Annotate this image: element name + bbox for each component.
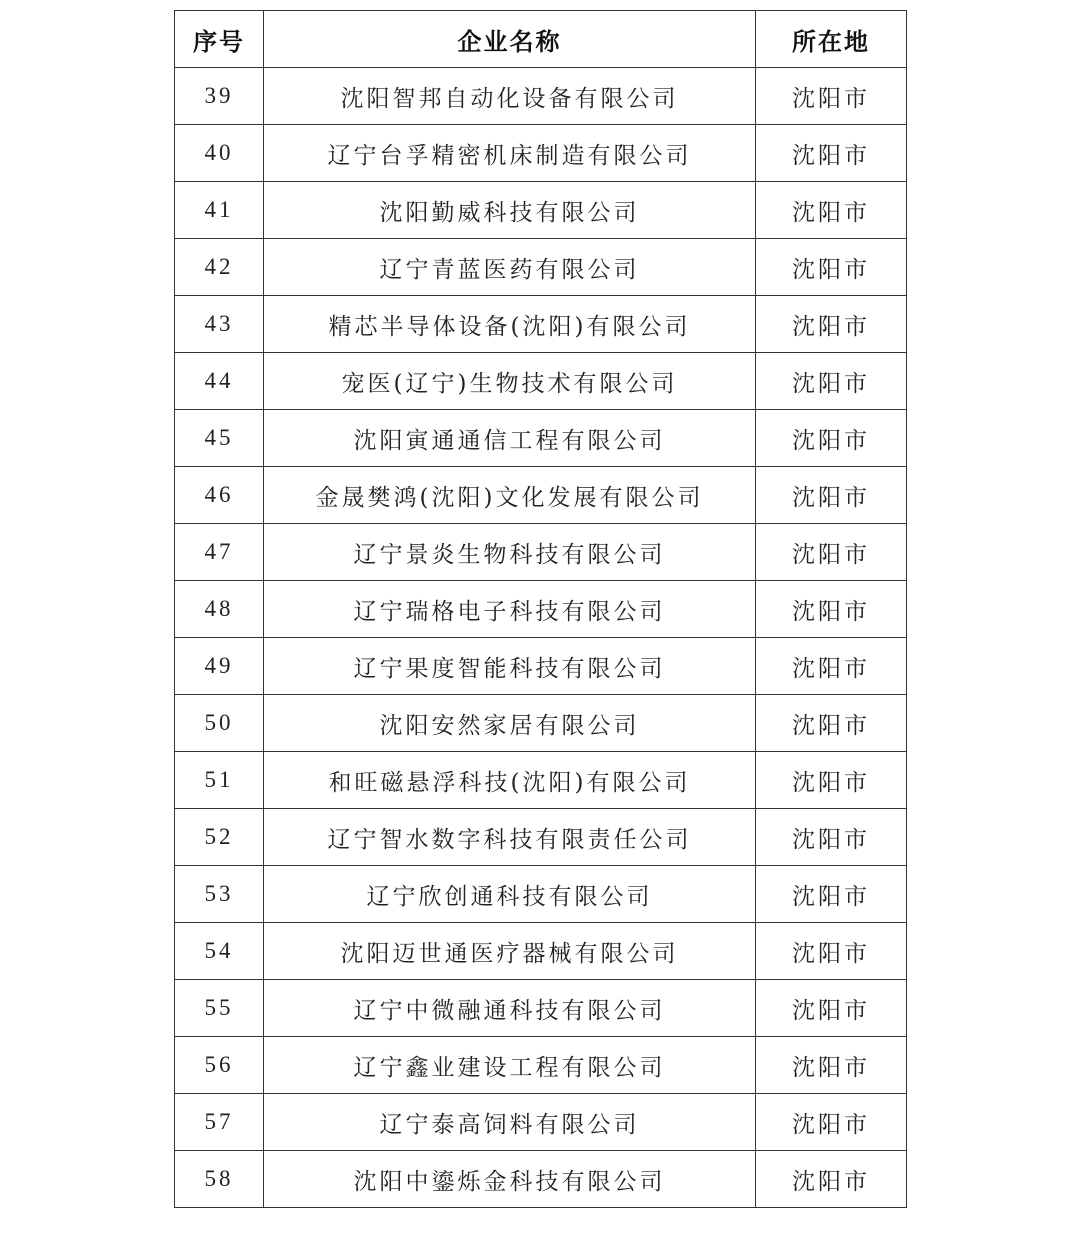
cell-company-name: 辽宁智水数字科技有限责任公司: [264, 809, 756, 866]
cell-location: 沈阳市: [756, 866, 907, 923]
cell-location: 沈阳市: [756, 239, 907, 296]
cell-location: 沈阳市: [756, 923, 907, 980]
cell-company-name: 辽宁台孚精密机床制造有限公司: [264, 125, 756, 182]
table-row: [175, 1037, 907, 1094]
table-row: [175, 1151, 907, 1208]
cell-serial-number: 47: [175, 524, 264, 581]
cell-company-name: 沈阳中鎏烁金科技有限公司: [264, 1151, 756, 1208]
cell-serial-number: 48: [175, 581, 264, 638]
table-row: [175, 524, 907, 581]
header-serial-number: 序号: [175, 11, 264, 68]
cell-serial-number: 58: [175, 1151, 264, 1208]
cell-company-name: 沈阳安然家居有限公司: [264, 695, 756, 752]
table-row: [175, 410, 907, 467]
cell-serial-number: 54: [175, 923, 264, 980]
cell-location: 沈阳市: [756, 410, 907, 467]
cell-company-name: 辽宁鑫业建设工程有限公司: [264, 1037, 756, 1094]
cell-serial-number: 53: [175, 866, 264, 923]
cell-location: 沈阳市: [756, 752, 907, 809]
cell-company-name: 沈阳智邦自动化设备有限公司: [264, 68, 756, 125]
cell-company-name: 辽宁果度智能科技有限公司: [264, 638, 756, 695]
cell-serial-number: 41: [175, 182, 264, 239]
cell-location: 沈阳市: [756, 353, 907, 410]
table-row: [175, 125, 907, 182]
cell-company-name: 沈阳迈世通医疗器械有限公司: [264, 923, 756, 980]
table-header-row: [175, 11, 907, 68]
cell-company-name: 和旺磁悬浮科技(沈阳)有限公司: [264, 752, 756, 809]
cell-serial-number: 43: [175, 296, 264, 353]
table-row: [175, 695, 907, 752]
table-row: [175, 353, 907, 410]
cell-location: 沈阳市: [756, 1151, 907, 1208]
table-row: [175, 581, 907, 638]
cell-location: 沈阳市: [756, 695, 907, 752]
company-list-sheet: [174, 10, 906, 1208]
cell-company-name: 辽宁青蓝医药有限公司: [264, 239, 756, 296]
cell-company-name: 沈阳勤威科技有限公司: [264, 182, 756, 239]
table-row: [175, 923, 907, 980]
table-row: [175, 182, 907, 239]
cell-serial-number: 40: [175, 125, 264, 182]
cell-company-name: 辽宁瑞格电子科技有限公司: [264, 581, 756, 638]
table-row: [175, 296, 907, 353]
cell-location: 沈阳市: [756, 467, 907, 524]
cell-serial-number: 55: [175, 980, 264, 1037]
cell-serial-number: 39: [175, 68, 264, 125]
cell-serial-number: 52: [175, 809, 264, 866]
table-row: [175, 752, 907, 809]
table-row: [175, 638, 907, 695]
cell-location: 沈阳市: [756, 296, 907, 353]
table-row: [175, 980, 907, 1037]
table-row: [175, 1094, 907, 1151]
cell-location: 沈阳市: [756, 68, 907, 125]
table-row: [175, 866, 907, 923]
cell-company-name: 精芯半导体设备(沈阳)有限公司: [264, 296, 756, 353]
cell-company-name: 辽宁泰高饲料有限公司: [264, 1094, 756, 1151]
company-table: [174, 10, 907, 1208]
cell-serial-number: 44: [175, 353, 264, 410]
header-location: 所在地: [756, 11, 907, 68]
cell-location: 沈阳市: [756, 1037, 907, 1094]
cell-company-name: 辽宁景炎生物科技有限公司: [264, 524, 756, 581]
cell-location: 沈阳市: [756, 524, 907, 581]
cell-serial-number: 42: [175, 239, 264, 296]
cell-serial-number: 57: [175, 1094, 264, 1151]
cell-company-name: 辽宁中微融通科技有限公司: [264, 980, 756, 1037]
cell-company-name: 沈阳寅通通信工程有限公司: [264, 410, 756, 467]
table-row: [175, 239, 907, 296]
cell-serial-number: 49: [175, 638, 264, 695]
cell-company-name: 宠医(辽宁)生物技术有限公司: [264, 353, 756, 410]
cell-location: 沈阳市: [756, 182, 907, 239]
cell-serial-number: 56: [175, 1037, 264, 1094]
cell-location: 沈阳市: [756, 980, 907, 1037]
cell-company-name: 辽宁欣创通科技有限公司: [264, 866, 756, 923]
cell-serial-number: 51: [175, 752, 264, 809]
cell-location: 沈阳市: [756, 1094, 907, 1151]
table-row: [175, 467, 907, 524]
cell-serial-number: 50: [175, 695, 264, 752]
cell-serial-number: 46: [175, 467, 264, 524]
table-row: [175, 68, 907, 125]
table-row: [175, 809, 907, 866]
cell-location: 沈阳市: [756, 125, 907, 182]
header-company-name: 企业名称: [264, 11, 756, 68]
cell-location: 沈阳市: [756, 581, 907, 638]
cell-location: 沈阳市: [756, 638, 907, 695]
cell-serial-number: 45: [175, 410, 264, 467]
cell-company-name: 金晟樊鸿(沈阳)文化发展有限公司: [264, 467, 756, 524]
cell-location: 沈阳市: [756, 809, 907, 866]
table-body: [175, 68, 907, 1208]
